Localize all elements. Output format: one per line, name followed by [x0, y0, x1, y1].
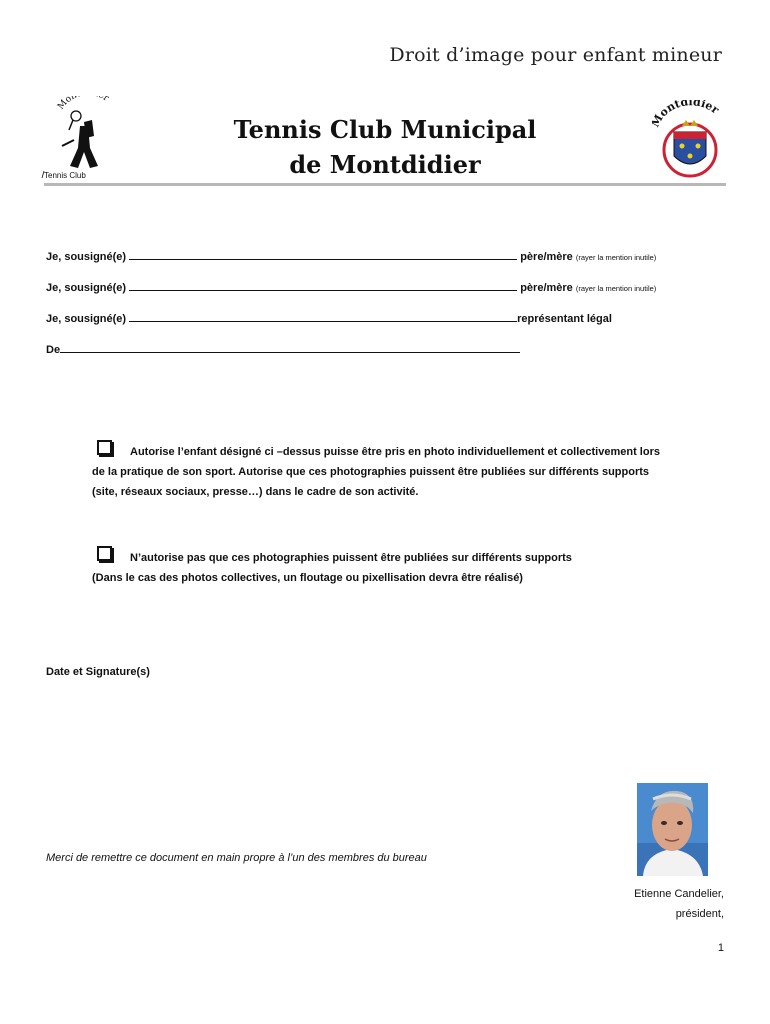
authorize-text-line-3: (site, réseaux sociaux, presse…) dans le cadre de son activité.: [92, 486, 419, 498]
document-title: Droit d’image pour enfant mineur: [389, 44, 722, 66]
form-line-3: [46, 312, 612, 325]
club-name-line-2: de Montdidier: [289, 150, 481, 179]
form-line-3-field[interactable]: [129, 312, 517, 322]
signer-block: [634, 884, 724, 924]
left-logo-arc-text: Mon r: [56, 96, 111, 112]
form-line-1-field[interactable]: [129, 250, 517, 260]
authorize-text-line-1: Autorise l’enfant désigné ci –dessus puisse être pris en photo individuellement et collectivement lors: [130, 446, 660, 458]
signature-label: Date et Signature(s): [46, 666, 150, 678]
deny-text-line-1: N’autorise pas que ces photographies puissent être publiées sur différents supports: [130, 552, 572, 564]
form-line-1-label: Je, sousigné(e): [46, 251, 127, 263]
svg-text:Montdidier: [56, 96, 111, 112]
page-number: 1: [717, 942, 724, 954]
club-name-line-1: Tennis Club Municipal: [233, 115, 537, 144]
form-line-1: [46, 250, 656, 263]
form-line-3-label: Je, sousigné(e): [46, 313, 127, 325]
form-line-4-field[interactable]: [60, 343, 520, 353]
deny-text-line-2: (Dans le cas des photos collectives, un floutage ou pixellisation devra être réalisé): [92, 572, 523, 584]
portrait-image: [637, 783, 708, 876]
form-line-3-suffix: représentant légal: [517, 313, 612, 325]
form-line-2: [46, 281, 656, 294]
form-line-2-label: Je, sousigné(e): [46, 282, 127, 294]
header-divider: [44, 183, 726, 186]
signer-role: président,: [675, 908, 724, 920]
form-line-4: [46, 343, 520, 356]
signer-name: Etienne Candelier,: [634, 888, 724, 900]
form-line-4-label: De: [46, 344, 61, 356]
form-line-1-note: (rayer la mention inutile): [575, 253, 657, 262]
deny-paragraph: [92, 548, 732, 588]
authorize-text-line-2: de la pratique de son sport. Autorise que ces photographies puissent être publiées sur différents supports: [92, 466, 650, 478]
montdidier-crest-logo: [652, 100, 728, 182]
authorize-paragraph: [92, 442, 732, 502]
right-logo-arc-text: ontdidier: [656, 100, 722, 120]
form-line-2-suffix: père/mère: [520, 282, 573, 294]
left-logo-caption: Tennis Club: [44, 171, 86, 180]
form-line-2-note: (rayer la mention inutile): [575, 284, 657, 293]
coat-of-arms-icon: [652, 100, 728, 182]
president-photo: [637, 783, 708, 876]
form-line-2-field[interactable]: [129, 281, 517, 291]
form-line-1-suffix: père/mère: [520, 251, 573, 263]
return-instructions: Merci de remettre ce document en main propre à l’un des membres du bureau: [46, 852, 427, 864]
